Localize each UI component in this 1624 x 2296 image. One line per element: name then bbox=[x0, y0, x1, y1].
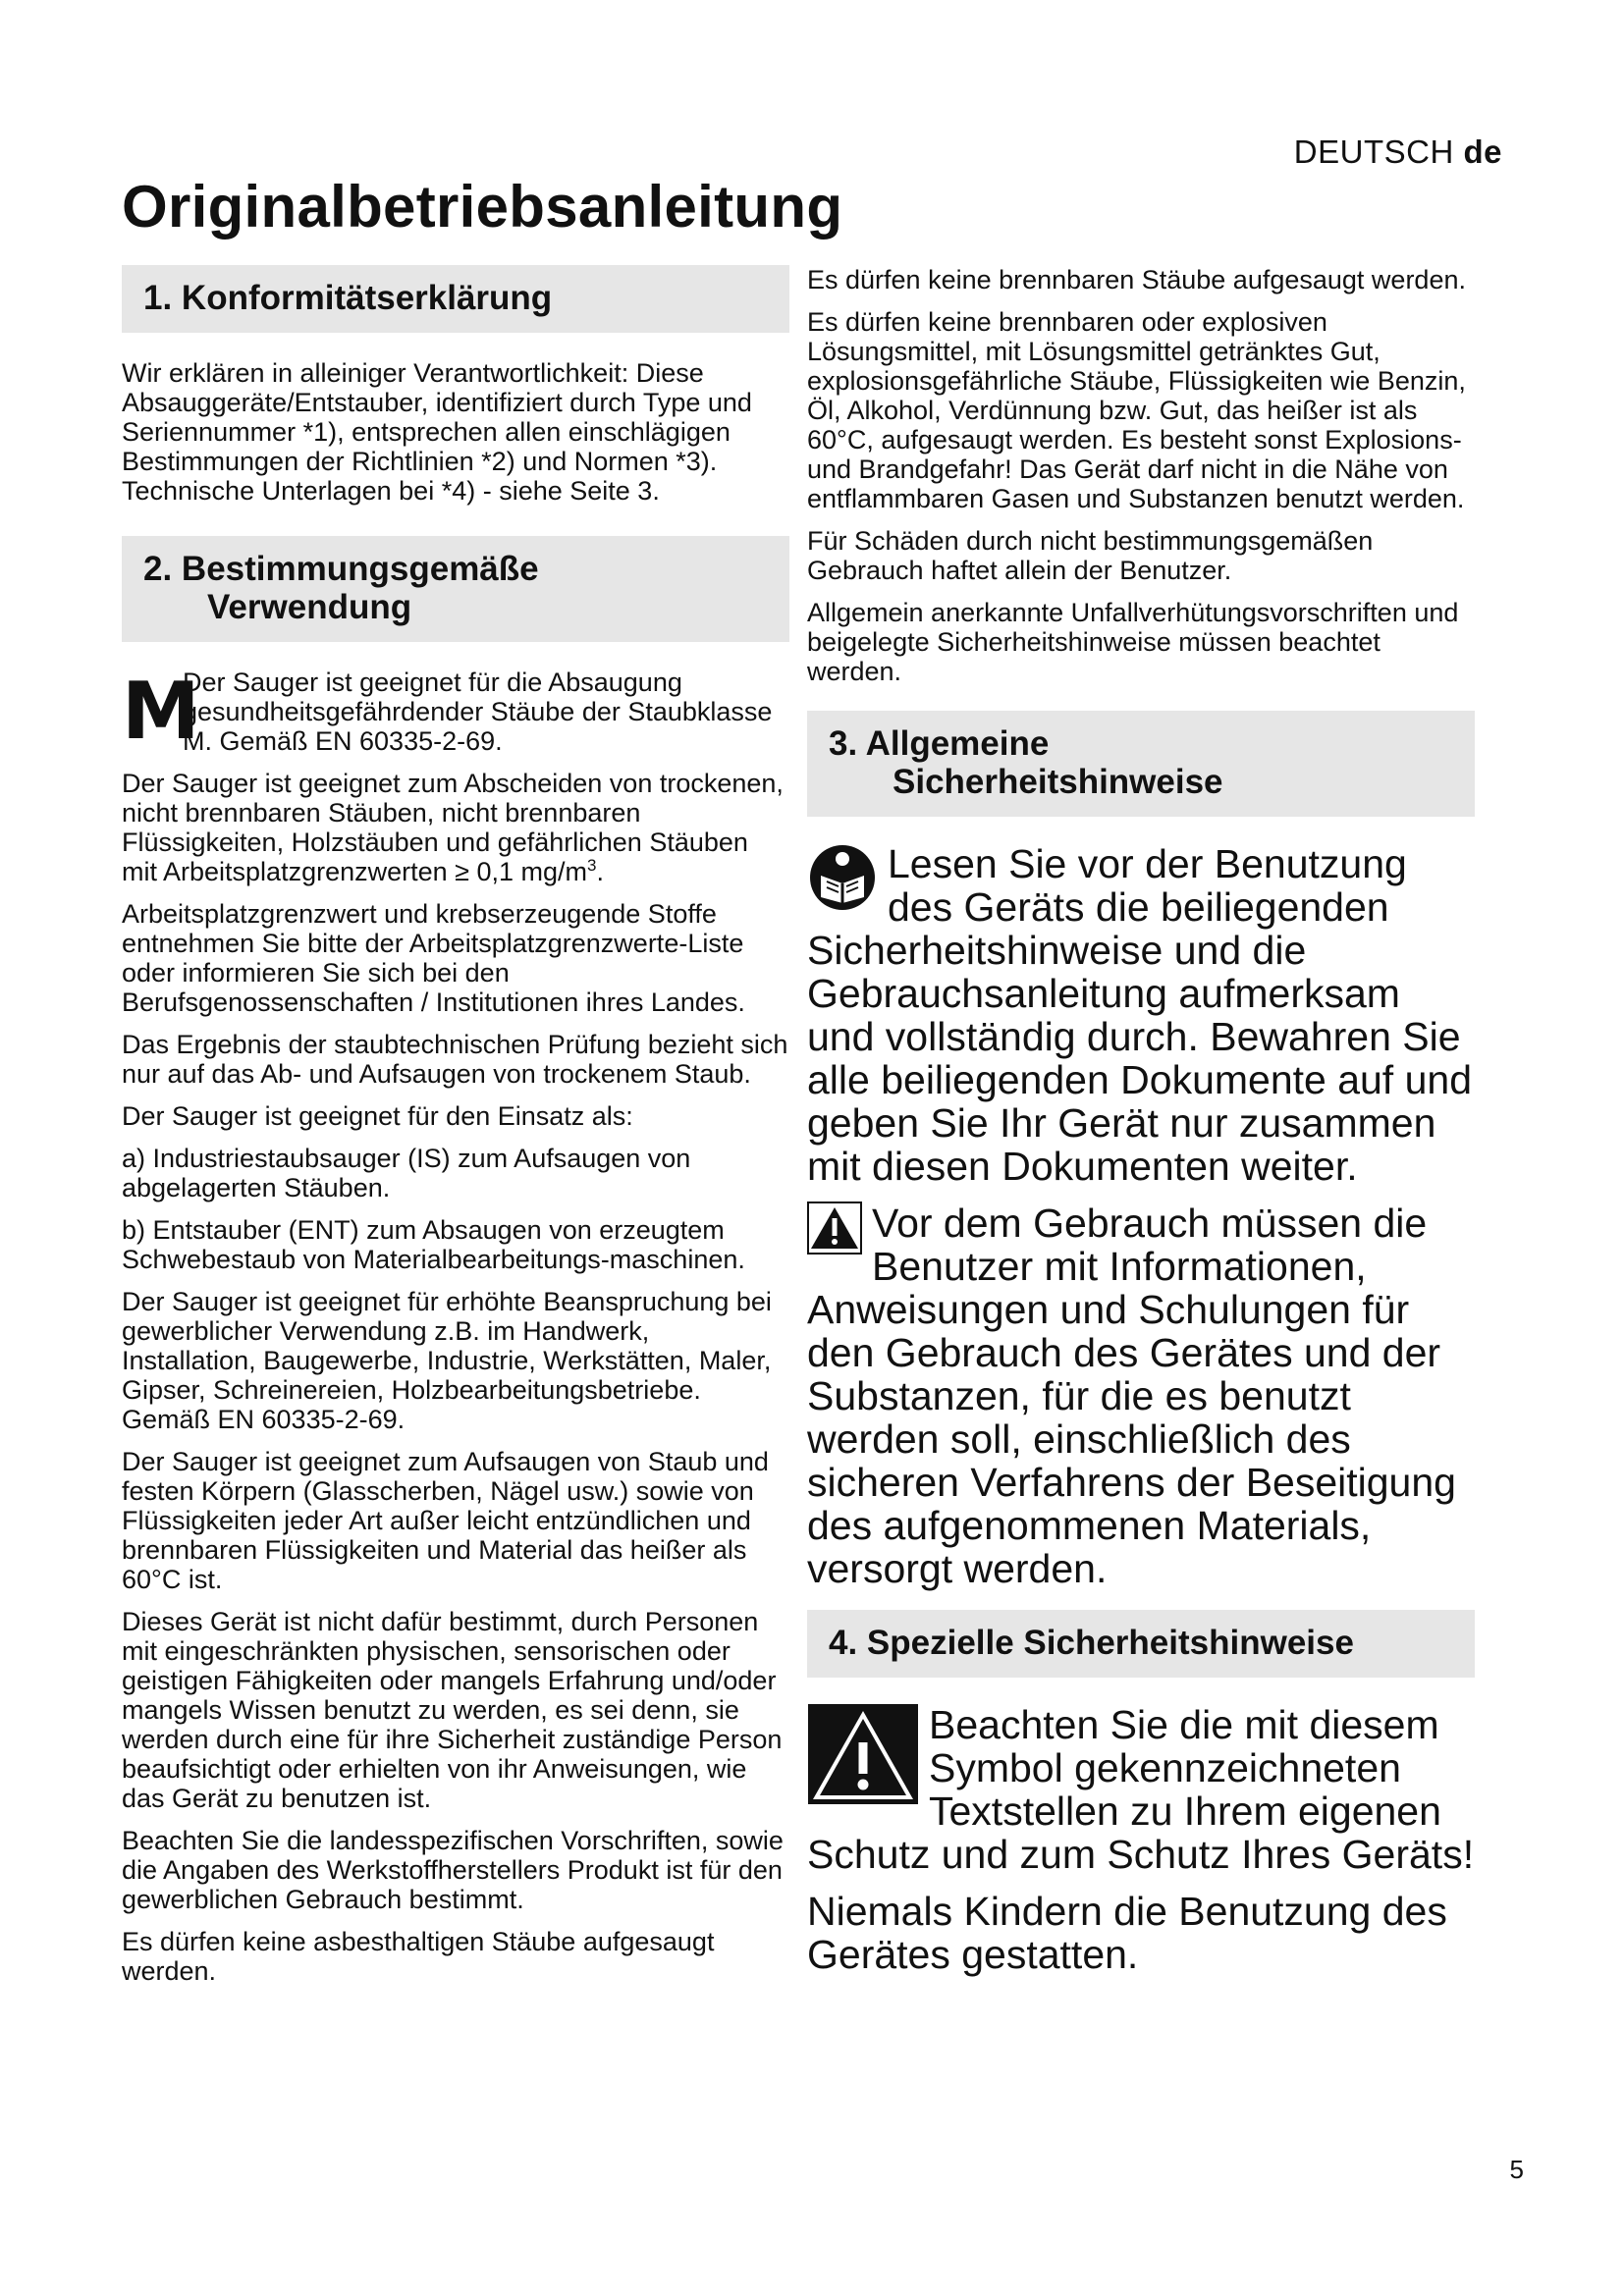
paragraph-end: . bbox=[596, 857, 604, 886]
warning-icon bbox=[807, 1201, 862, 1262]
language-name: DEUTSCH bbox=[1293, 133, 1454, 170]
special-warning-notice bbox=[807, 1703, 1475, 1876]
dust-class-m-icon: M bbox=[122, 666, 200, 757]
section-heading-konformitaet bbox=[122, 265, 789, 333]
read-manual-text: Lesen Sie vor der Benutzung des Geräts die beiliegenden Sicherheitshinweise und die Gebrauchsanleitung aufmerksam und vollständig durch. Bewahren Sie alle beiliegenden Dokumente auf und geben Sie Ihr Gerät nur zusammen mit diesen Dokumenten weiter. bbox=[807, 841, 1473, 1189]
section-title-line2: Sicherheitshinweise bbox=[893, 763, 1223, 801]
section-title-line1: 2. Bestimmungsgemäße bbox=[143, 550, 539, 588]
read-manual-notice bbox=[807, 842, 1475, 1188]
paragraph: Es dürfen keine brennbaren Stäube aufgesaugt werden. bbox=[807, 265, 1466, 294]
paragraph: Der Sauger ist geeignet für den Einsatz als: bbox=[122, 1101, 633, 1131]
paragraph: Das Ergebnis der staubtechnischen Prüfung bezieht sich nur auf das Ab- und Aufsaugen von trockenem Staub. bbox=[122, 1030, 788, 1089]
warning-large-icon bbox=[807, 1703, 919, 1813]
paragraph: Der Sauger ist geeignet für erhöhte Beanspruchung bei gewerblicher Verwendung z.B. im Handwerk, Installation, Baugewerbe, Industrie, Werkstätten, Maler, Gipser, Schreinereien, Holzbearbeitungsbetriebe. Gemäß EN 60335-2-69. bbox=[122, 1287, 772, 1434]
paragraph: Der Sauger ist geeignet zum Aufsaugen von Staub und festen Körpern (Glasscherben, Nägel usw.) sowie von Flüssigkeiten jeder Art außer leicht entzündlichen und brennbaren Flüssigkeiten und Material das heißer als 60°C ist. bbox=[122, 1447, 769, 1594]
page-title: Originalbetriebsanleitung bbox=[122, 174, 843, 240]
paragraph-text: Der Sauger ist geeignet zum Abscheiden von trockenen, nicht brennbaren Stäuben, nicht brennbaren Flüssigkeiten, Holzstäuben und gefährlichen Stäuben mit Arbeitsplatzgrenzwerten ≥ 0,1 mg/m bbox=[122, 769, 784, 886]
paragraph: a) Industriestaubsauger (IS) zum Aufsaugen von abgelagerten Stäuben. bbox=[122, 1144, 691, 1202]
section-heading-verwendung bbox=[122, 536, 789, 642]
paragraph: Beachten Sie die landesspezifischen Vorschriften, sowie die Angaben des Werkstoffherstellers Produkt ist für den gewerblichen Gebrauch bestimmt. bbox=[122, 1826, 784, 1914]
section-heading-allgemeine bbox=[807, 711, 1475, 817]
paragraph: Allgemein anerkannte Unfallverhütungsvorschriften und beigelegte Sicherheitshinweise müssen beachtet werden. bbox=[807, 598, 1459, 686]
superscript: 3 bbox=[587, 856, 597, 875]
page-number: 5 bbox=[1509, 2155, 1524, 2184]
language-label bbox=[1294, 133, 1502, 171]
paragraph: Arbeitsplatzgrenzwert und krebserzeugende Stoffe entnehmen Sie bitte der Arbeitsplatzgrenzwerte-Liste oder informieren Sie sich bei den Berufsgenossenschaften / Institutionen ihres Landes. bbox=[122, 899, 745, 1017]
section-title: 4. Spezielle Sicherheitshinweise bbox=[829, 1624, 1354, 1662]
dust-class-text: Der Sauger ist geeignet für die Absaugung gesundheitsgefährdender Stäube der Staubklasse M. Gemäß EN 60335-2-69. bbox=[183, 667, 773, 756]
paragraph: Für Schäden durch nicht bestimmungsgemäßen Gebrauch haftet allein der Benutzer. bbox=[807, 526, 1374, 585]
warning-text: Vor dem Gebrauch müssen die Benutzer mit Informationen, Anweisungen und Schulungen für den Gebrauch des Gerätes und der Substanzen, für die es benutzt werden soll, einschließlich des sicheren Verfahrens der Beseitigung des aufgenommenen Materials, versorgt werden. bbox=[807, 1201, 1456, 1591]
paragraph bbox=[122, 769, 789, 886]
language-code: de bbox=[1463, 133, 1502, 170]
section-title-line2: Verwendung bbox=[207, 588, 412, 626]
warning-notice bbox=[807, 1201, 1475, 1590]
section-heading-spezielle bbox=[807, 1610, 1475, 1678]
paragraph: b) Entstauber (ENT) zum Absaugen von erzeugtem Schwebestaub von Materialbearbeitungs-maschinen. bbox=[122, 1215, 745, 1274]
section-title: 1. Konformitätserklärung bbox=[143, 279, 553, 317]
conformity-text: Wir erklären in alleiniger Verantwortlichkeit: Diese Absauggeräte/Entstauber, identifiziert durch Type und Seriennummer *1), entsprechen allen einschlägigen Bestimmungen der Richtlinien *2) und Normen *3). Technische Unterlagen bei *4) - siehe Seite 3. bbox=[122, 358, 752, 506]
section-title-line1: 3. Allgemeine bbox=[829, 724, 1050, 763]
right-column bbox=[807, 265, 1475, 1990]
read-manual-icon bbox=[807, 842, 878, 921]
paragraph: Dieses Gerät ist nicht dafür bestimmt, durch Personen mit eingeschränkten physischen, sensorischen oder geistigen Fähigkeiten oder mangels Erfahrung und/oder mangels Wissen benutzt zu werden, es sei denn, sie werden durch eine für ihre Sicherheit zuständige Person beaufsichtigt oder erhielten von ihr Anweisungen, wie das Gerät zu benutzen ist. bbox=[122, 1607, 783, 1813]
paragraph: Es dürfen keine asbesthaltigen Stäube aufgesaugt werden. bbox=[122, 1927, 715, 1986]
left-column bbox=[122, 265, 789, 1999]
children-notice: Niemals Kindern die Benutzung des Gerätes gestatten. bbox=[807, 1889, 1447, 1977]
paragraph: Es dürfen keine brennbaren oder explosiven Lösungsmittel, mit Lösungsmittel getränktes Gut, explosionsgefährliche Stäube, Flüssigkeiten wie Benzin, Öl, Alkohol, Verdünnung bzw. Gut, das heißer ist als 60°C, aufgesaugt werden. Es besteht sonst Explosions- und Brandgefahr! Das Gerät darf nicht in die Nähe von entflammbaren Gasen und Substanzen benutzt werden. bbox=[807, 307, 1466, 513]
special-warning-text: Beachten Sie die mit diesem Symbol gekennzeichneten Textstellen zu Ihrem eigenen Schutz und zum Schutz Ihres Geräts! bbox=[807, 1702, 1475, 1877]
dust-class-block bbox=[122, 667, 789, 756]
